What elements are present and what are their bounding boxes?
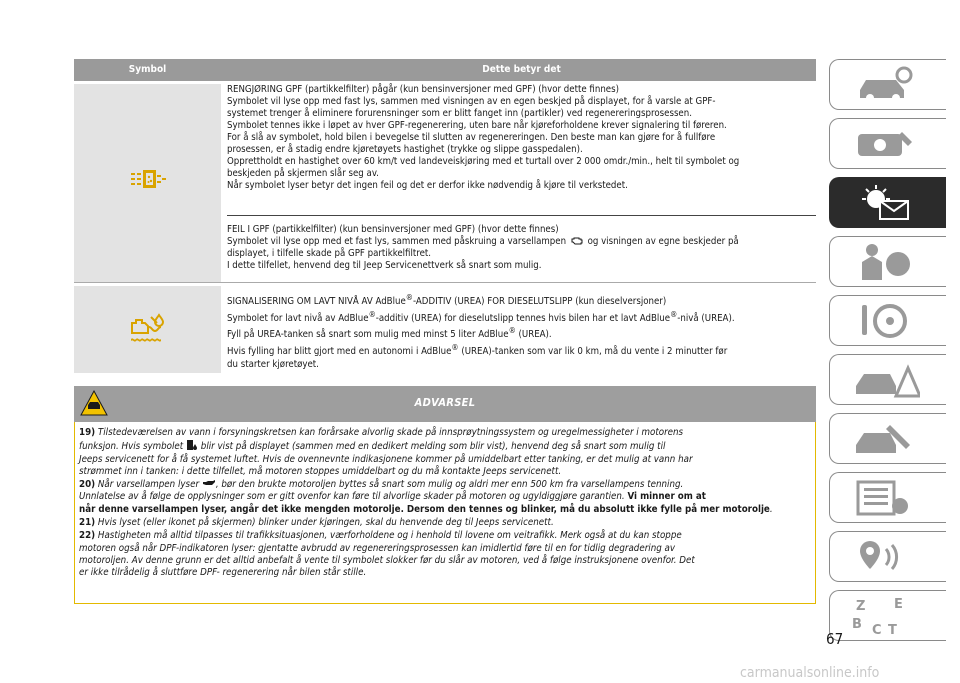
text-line: Symbolet tennes ikke i løpet av hver GPF-regenerering, uten bare når kjøreforholdene krever signalering til føreren.: [227, 120, 727, 131]
text-fragment: Hastigheten må alltid tilpasses til trafikksituasjonen, værforholdene og i henhold til lovene om veitrafikk. Merk også at du kan stoppe: [97, 530, 682, 542]
index-letters-icon: [850, 596, 920, 636]
car-interior-icon: [850, 124, 920, 164]
driving-steering-icon: [850, 301, 920, 341]
item-number: 20): [79, 479, 96, 491]
text-line: du starter kjøretøyet.: [227, 358, 319, 370]
text-fragment: , bør den brukte motoroljen byttes så snart som mulig og aldri mer enn 500 km fra varsellampens tenning.: [215, 479, 684, 491]
index-letter: B: [852, 617, 862, 632]
page-number: 67: [826, 630, 844, 648]
multimedia-icon: [850, 537, 920, 577]
water-in-fuel-icon: [186, 439, 198, 451]
tab-emergency[interactable]: [829, 354, 946, 405]
safety-seatbelt-icon: [850, 242, 920, 282]
text-fragment: og visningen av egne beskjeder på: [587, 236, 739, 247]
text-fragment: strømmet inn i tanken: i dette tilfellet, må motoren stoppes umiddelbart og du må kontakte Jeeps servicenett.: [79, 465, 562, 477]
registered-mark: ®: [670, 309, 678, 319]
text-line: systemet trenger å eliminere forurensninger som er blitt fanget inn (partikler) ved regenereringsprosessen.: [227, 108, 692, 119]
tab-driving[interactable]: [829, 295, 946, 346]
adblue-text: [227, 292, 816, 371]
adblue-low-level-icon: [129, 311, 167, 347]
block-separator: [227, 215, 816, 216]
text-line: displayet, i tilfelle skade på GPF partikkelfiltret.: [227, 248, 432, 259]
registered-mark: ®: [405, 293, 413, 302]
gpf-particle-filter-icon: [129, 167, 167, 191]
registered-mark: ®: [451, 343, 459, 353]
emergency-car-icon: [850, 360, 920, 400]
maintenance-tools-icon: [850, 419, 920, 459]
text-fragment: Hvis fylling har blitt gjort med en autonomi i AdBlue: [227, 346, 452, 358]
tab-warning-lights[interactable]: [829, 177, 946, 228]
symbol-cell-adblue: [74, 286, 221, 373]
index-letter: T: [888, 623, 897, 636]
tab-technical-data[interactable]: [829, 472, 946, 523]
text-fragment: -ADDITIV (UREA) FOR DIESELUTSLIPP (kun dieselversjoner): [412, 296, 667, 308]
technical-data-icon: [850, 478, 920, 518]
text-fragment: Tilstedeværelsen av vann i forsyningskretsen kan forårsake alvorlig skade på innsprøytningssystem og uregelmessigheter i motorens: [97, 427, 684, 438]
gpf-fault-title: FEIL I GPF (partikkelfilter) (kun bensinversjoner med GPF) (hvor dette finnes): [227, 224, 559, 235]
bold-fragment: Vi minner om at: [627, 491, 706, 503]
text-fragment: Fyll på UREA-tanken så snart som mulig med minst 5 liter AdBlue: [227, 329, 509, 341]
gpf-cleaning-text: [227, 84, 816, 192]
text-line: For å slå av symbolet, hold bilen i bevegelse til slutten av regenereringen. Den beste man kan gjøre for å fullføre: [227, 132, 716, 143]
text-line: [227, 325, 816, 342]
warning-item-19: [79, 427, 811, 478]
text-fragment: Jeeps servicenett for å få systemet luftet. Hvis de ovennevnte indikasjonene kommer på umiddelbart etter tanking, er det mulig at vann har: [79, 453, 693, 465]
symbol-cell-gpf: [74, 84, 221, 282]
warning-box: [74, 422, 816, 604]
text-fragment: Unnlatelse av å følge de opplysninger som er gitt ovenfor kan føre til alvorlige skader på motoren og ugyldiggjøre garantien.: [79, 491, 625, 503]
oil-can-icon: [202, 479, 216, 487]
bold-fragment: når denne varsellampen lyser, angår det ikke mengden motorolje. Dersom den tennes og blinker, må du absolutt ikke fylle på mer motorolje: [79, 503, 770, 515]
index-letter: Z: [856, 599, 866, 614]
gpf-fault-text: [227, 224, 816, 272]
registered-mark: ®: [368, 309, 376, 319]
item-number: 21): [79, 517, 96, 529]
car-overview-icon: [850, 65, 920, 105]
text-line: [227, 292, 816, 309]
watermark: carmanualsonline.info: [740, 665, 880, 681]
text-line: prosessen, er å stadig endre kjøretøyets hastighet (trykke og slippe gasspedalen).: [227, 144, 583, 155]
tab-car-overview[interactable]: [829, 59, 946, 110]
warning-text: [79, 427, 811, 581]
column-header-symbol: Symbol: [128, 64, 167, 75]
text-fragment: Symbolet vil lyse opp med et fast lys, sammen med påskruing a varsellampen: [227, 236, 567, 247]
text-fragment: (UREA)-tanken som var lik 0 km, må du vente i 2 minutter før: [458, 346, 728, 358]
text-line: Opprettholdt en hastighet over 60 km/t ved landeveiskjøring med et turtall over 2 000 omdr./min., helt til symbolet og: [227, 156, 740, 167]
index-letter: C: [872, 623, 882, 636]
tab-multimedia[interactable]: [829, 531, 946, 582]
row-separator: [74, 282, 816, 283]
item-number: 19): [79, 427, 96, 438]
text-fragment: .: [769, 503, 773, 515]
warning-item-21: [79, 517, 811, 529]
index-letter: E: [894, 597, 903, 612]
adblue-title: SIGNALISERING OM LAVT NIVÅ AV AdBlue: [227, 296, 406, 308]
text-line: Når symbolet lyser betyr det ingen feil og det er derfor ikke nødvendig å kjøre til verkstedet.: [227, 180, 628, 191]
text-fragment: motoroljen. Av denne grunn er det alltid anbefalt å vente til symbolet slokker før du slår av motoren, ved å følge instruksjonene ovenfor. Det: [79, 554, 695, 566]
text-line: [227, 342, 816, 359]
table-header: [74, 59, 816, 81]
registered-mark: ®: [508, 326, 516, 336]
warning-lights-messages-icon: [850, 183, 920, 223]
text-fragment: Hvis lyset (eller ikonet på skjermen) blinker under kjøringen, skal du henvende deg til Jeeps servicenett.: [97, 517, 554, 529]
column-header-meaning: Dette betyr det: [482, 64, 561, 75]
text-fragment: Når varsellampen lyser: [97, 479, 200, 491]
tab-index[interactable]: [829, 590, 946, 641]
tab-maintenance[interactable]: [829, 413, 946, 464]
text-fragment: funksjon. Hvis symbolet: [79, 441, 184, 453]
item-number: 22): [79, 530, 96, 542]
text-fragment: -additiv (UREA) for dieselutslipp tennes hvis bilen har et lavt AdBlue: [375, 312, 671, 324]
text-line: Symbolet vil lyse opp med fast lys, sammen med visningen av en egen beskjed på displayet, for å varsle at GPF-: [227, 96, 716, 107]
text-line: I dette tilfellet, henvend deg til Jeep Servicenettverk så snart som mulig.: [227, 260, 542, 271]
text-fragment: (UREA).: [515, 329, 552, 341]
text-fragment: Symbolet for lavt nivå av AdBlue: [227, 312, 369, 324]
tab-safety[interactable]: [829, 236, 946, 287]
engine-check-icon: [571, 236, 583, 245]
warning-title: ADVARSEL: [414, 396, 476, 409]
tab-car-interior[interactable]: [829, 118, 946, 169]
text-fragment: blir vist på displayet (sammen med en dedikert melding som blir vist), henvend deg så snart som mulig til: [200, 441, 666, 453]
text-fragment: motoren også når DPF-indikatoren lyser: gjentatte avbrudd av regenereringsprosessen kan imidlertid føre til en for tidlig degradering av: [79, 542, 676, 554]
text-line: [227, 309, 816, 326]
warning-header: [74, 386, 816, 422]
text-fragment: -nivå (UREA).: [677, 312, 735, 324]
warning-item-20: [79, 479, 811, 516]
gpf-cleaning-title: RENGJØRING GPF (partikkelfilter) pågår (kun bensinversjoner med GPF) (hvor dette finnes): [227, 84, 619, 95]
text-line: [227, 236, 816, 248]
text-line: beskjeden på skjermen slår seg av.: [227, 168, 379, 179]
text-fragment: er ikke tilrådelig å sluttføre DPF- regenerering når bilen står stille.: [79, 567, 367, 579]
warning-item-22: [79, 530, 811, 579]
